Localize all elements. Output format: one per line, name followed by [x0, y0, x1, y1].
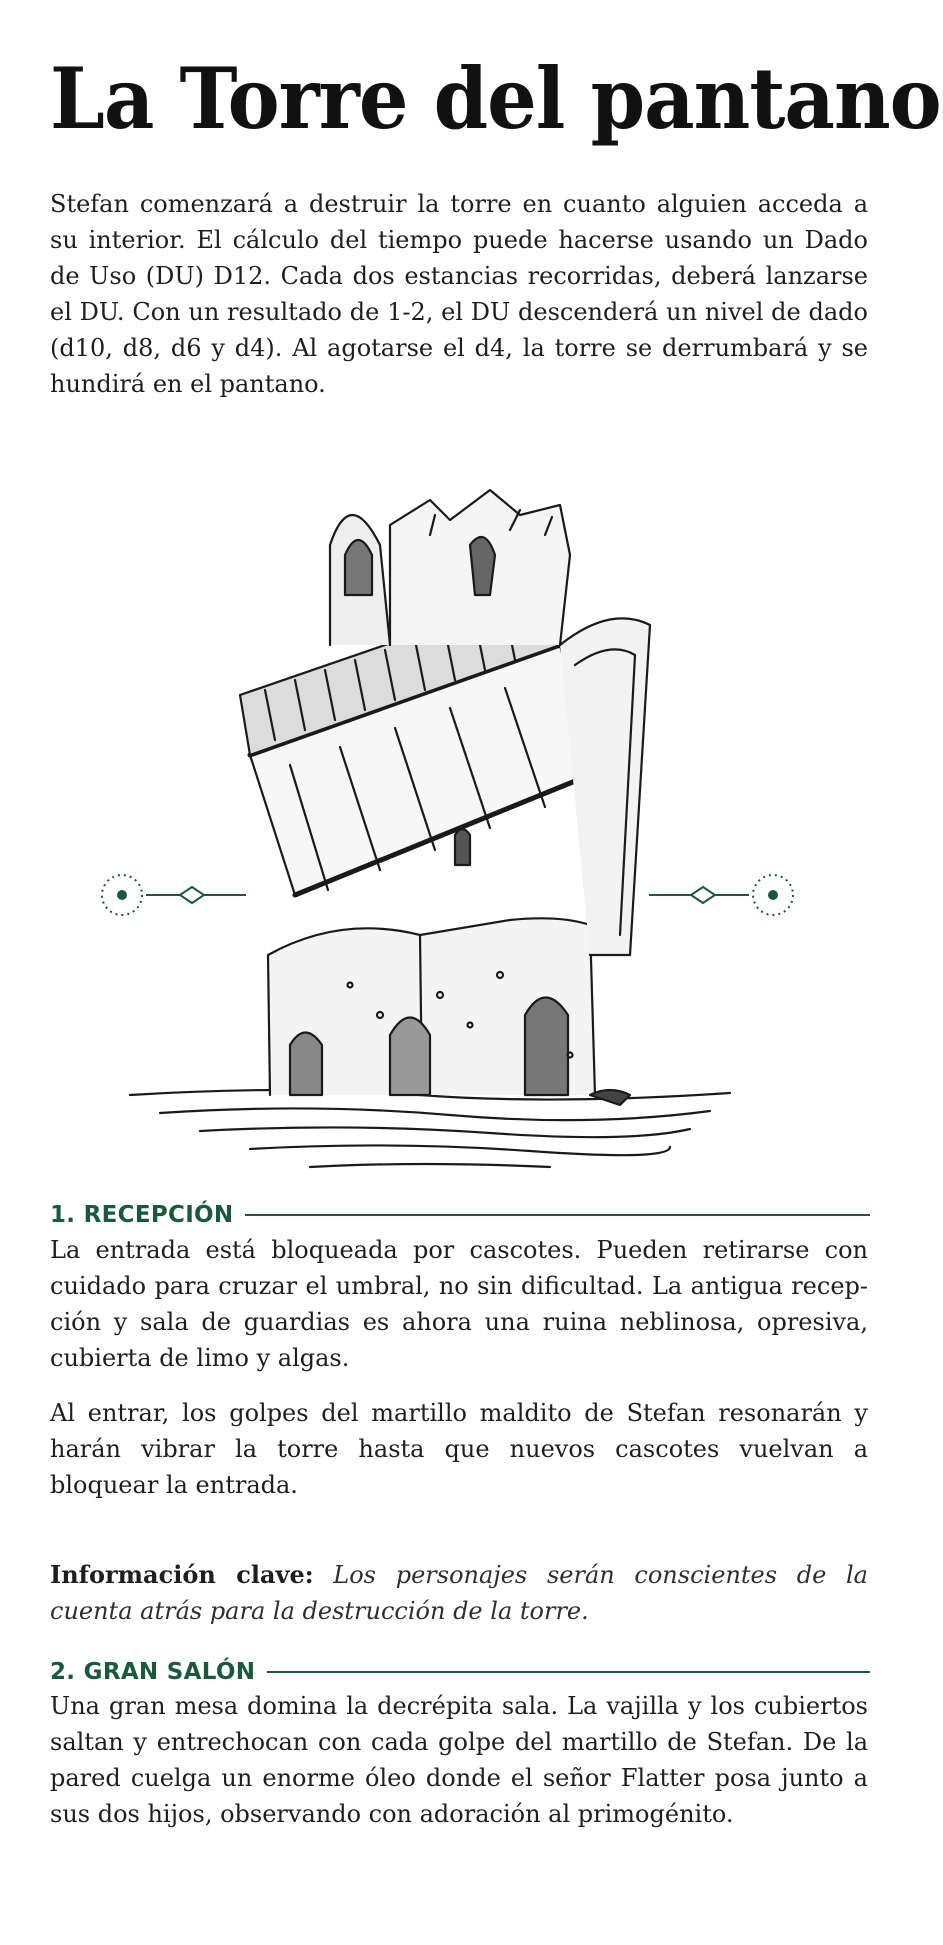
- right-ornament: [645, 870, 795, 920]
- key-info-paragraph: [50, 1557, 868, 1629]
- section-paragraph: La entrada está bloqueada por cascotes. Pueden retirarse con cuidado para cruzar el umbral, no sin dificultad. La antigua recep-ción y sala de guardias es ahora una ruina neblinosa, opresiva, cubierta de limo y algas.: [50, 1236, 868, 1372]
- page-title: La Torre del pantano: [50, 50, 941, 149]
- section-heading-gran-salon: [50, 1655, 870, 1689]
- section-heading-label: 2. GRAN SALÓN: [50, 1659, 256, 1685]
- key-info-text: Los personajes serán conscientes de la cuenta atrás para la destrucción de la torre.: [50, 1561, 868, 1625]
- left-ornament: [100, 870, 250, 920]
- section-paragraph: Una gran mesa domina la decrépita sala. La vajilla y los cubiertos saltan y entrechocan con cada golpe del martillo de Stefan. De la pared cuelga un enorme óleo donde el señor Flatter posa junto a sus dos hijos, observando con adoración al primogénito.: [50, 1692, 868, 1828]
- intro-paragraph: Stefan comenzará a destruir la torre en cuanto alguien acceda a su interior. El cálculo del tiempo puede hacerse usando un Dado de Uso (DU) D12. Cada dos estancias recorridas, deberá lanzarse el DU. Con un resultado de 1-2, el DU descenderá un nivel de dado (d10, d8, d6 y d4). Al agotarse el d4, la torre se derrumbará y se hundirá en el pantano.: [50, 190, 868, 398]
- ruined-tower-illustration: [90, 395, 790, 1205]
- heading-rule: [245, 1214, 870, 1216]
- section-paragraph: Al entrar, los golpes del martillo maldito de Stefan resonarán y harán vibrar la torre hasta que nuevos cascotes vuelvan a bloquear la entrada.: [50, 1399, 868, 1499]
- section-heading-recepcion: [50, 1198, 870, 1232]
- key-info-label: Información clave:: [50, 1560, 314, 1589]
- heading-rule: [267, 1671, 870, 1673]
- section-heading-label: 1. RECEPCIÓN: [50, 1202, 234, 1228]
